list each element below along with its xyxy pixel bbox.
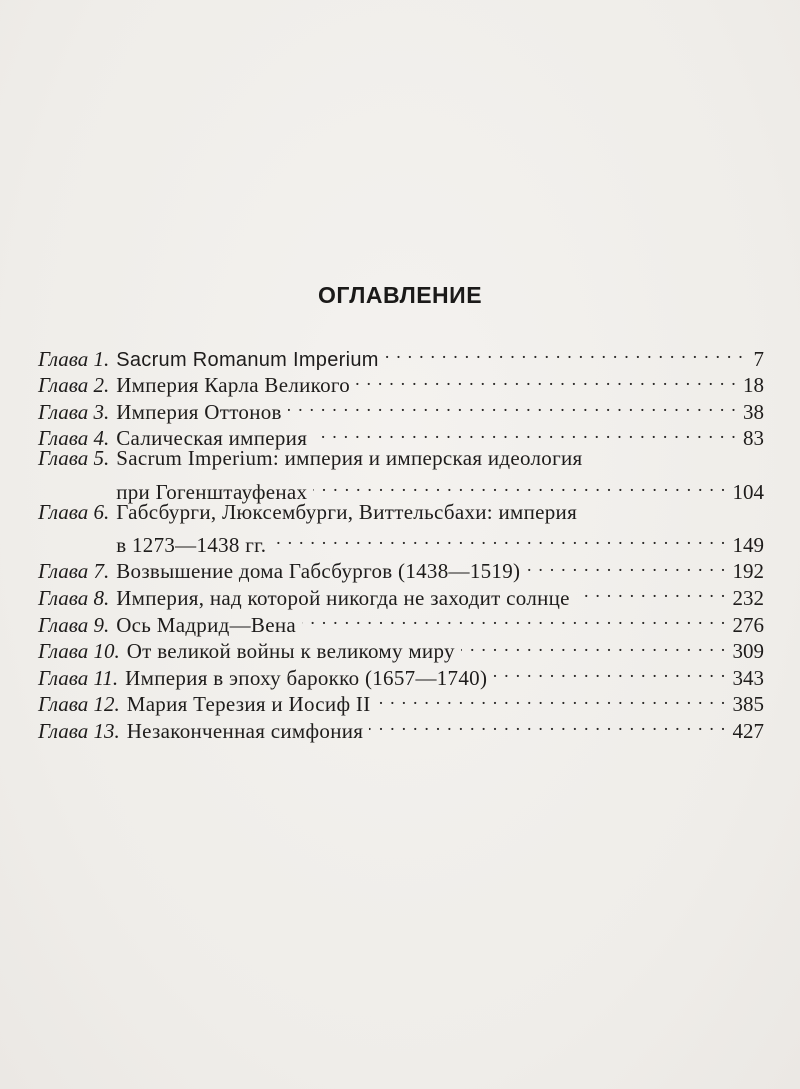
chapter-title: в 1273—1438 гг.: [116, 532, 267, 557]
toc-entry[interactable]: [38, 339, 764, 371]
chapter-label: Глава 7.: [38, 559, 110, 584]
page-number: 309: [732, 639, 764, 664]
chapter-label: Глава 10.: [38, 639, 120, 664]
dot-leader: [576, 578, 727, 605]
chapter-label: Глава 5.: [38, 446, 110, 471]
chapter-label: Глава 3.: [38, 399, 110, 424]
chapter-label: Глава 4.: [38, 426, 110, 451]
dot-leader: [313, 419, 737, 446]
dot-leader: [526, 552, 726, 579]
chapter-title: Империя в эпоху барокко (1657—1740): [125, 665, 488, 690]
chapter-title: Империя Оттонов: [116, 399, 282, 424]
chapter-title: Незаконченная симфония: [126, 718, 364, 743]
chapter-title: Мария Терезия и Иосиф II: [126, 692, 371, 717]
chapter-label: Глава 12.: [38, 692, 120, 717]
toc-entry[interactable]: [38, 499, 764, 557]
dot-leader: [493, 658, 726, 685]
chapter-label: Глава 13.: [38, 718, 120, 743]
table-of-contents: [38, 339, 764, 743]
page-number: 7: [753, 346, 764, 371]
dot-leader: [369, 711, 726, 738]
chapter-title: Габсбурги, Люксембурги, Виттельсбахи: империя: [116, 499, 578, 524]
chapter-label: Глава 6.: [38, 499, 110, 524]
page-number: 38: [743, 399, 764, 424]
chapter-title: при Гогенштауфенах: [116, 479, 308, 504]
chapter-title: Ось Мадрид—Вена: [116, 612, 297, 637]
toc-entry-line: [38, 445, 764, 472]
page-number: 385: [732, 692, 764, 717]
toc-entry-line: [38, 339, 764, 371]
chapter-title: Sacrum Romanum Imperium: [116, 348, 379, 371]
dot-leader: [461, 632, 727, 659]
dot-leader: [313, 472, 726, 499]
chapter-label: Глава 2.: [38, 373, 110, 398]
chapter-label: Глава 8.: [38, 585, 110, 610]
page-number: 276: [732, 612, 764, 637]
dot-leader: [356, 366, 737, 393]
page-title: ОГЛАВЛЕНИЕ: [317, 282, 483, 308]
toc-entry[interactable]: [38, 445, 764, 504]
dot-leader: [288, 392, 737, 419]
dot-leader: [272, 525, 726, 552]
page-number: 343: [732, 665, 764, 690]
chapter-title: От великой войны к великому миру: [126, 639, 455, 664]
chapter-label: Глава 11.: [38, 665, 119, 690]
chapter-title: Империя Карла Великого: [116, 373, 351, 398]
chapter-title: Салическая империя: [116, 426, 308, 451]
chapter-title: Империя, над которой никогда не заходит солнце: [116, 585, 570, 610]
page-number: 149: [732, 532, 764, 557]
page-number: 192: [732, 559, 764, 584]
page-number: 104: [732, 479, 764, 504]
page-number: 427: [732, 718, 764, 743]
toc-entry-line: [38, 499, 764, 526]
chapter-title: Возвышение дома Габсбургов (1438—1519): [116, 559, 521, 584]
chapter-label: Глава 9.: [38, 612, 110, 637]
page-number: 232: [732, 585, 764, 610]
chapter-title: Sacrum Imperium: империя и имперская идеология: [116, 446, 583, 471]
chapter-label: Глава 1.: [38, 346, 110, 371]
toc-entry-continuation-line: [38, 472, 764, 504]
page-number: 18: [743, 373, 764, 398]
dot-leader: [385, 339, 744, 366]
page-number: 83: [743, 426, 764, 451]
dot-leader: [377, 685, 727, 712]
dot-leader: [302, 605, 726, 632]
toc-entry-continuation-line: [38, 525, 764, 557]
